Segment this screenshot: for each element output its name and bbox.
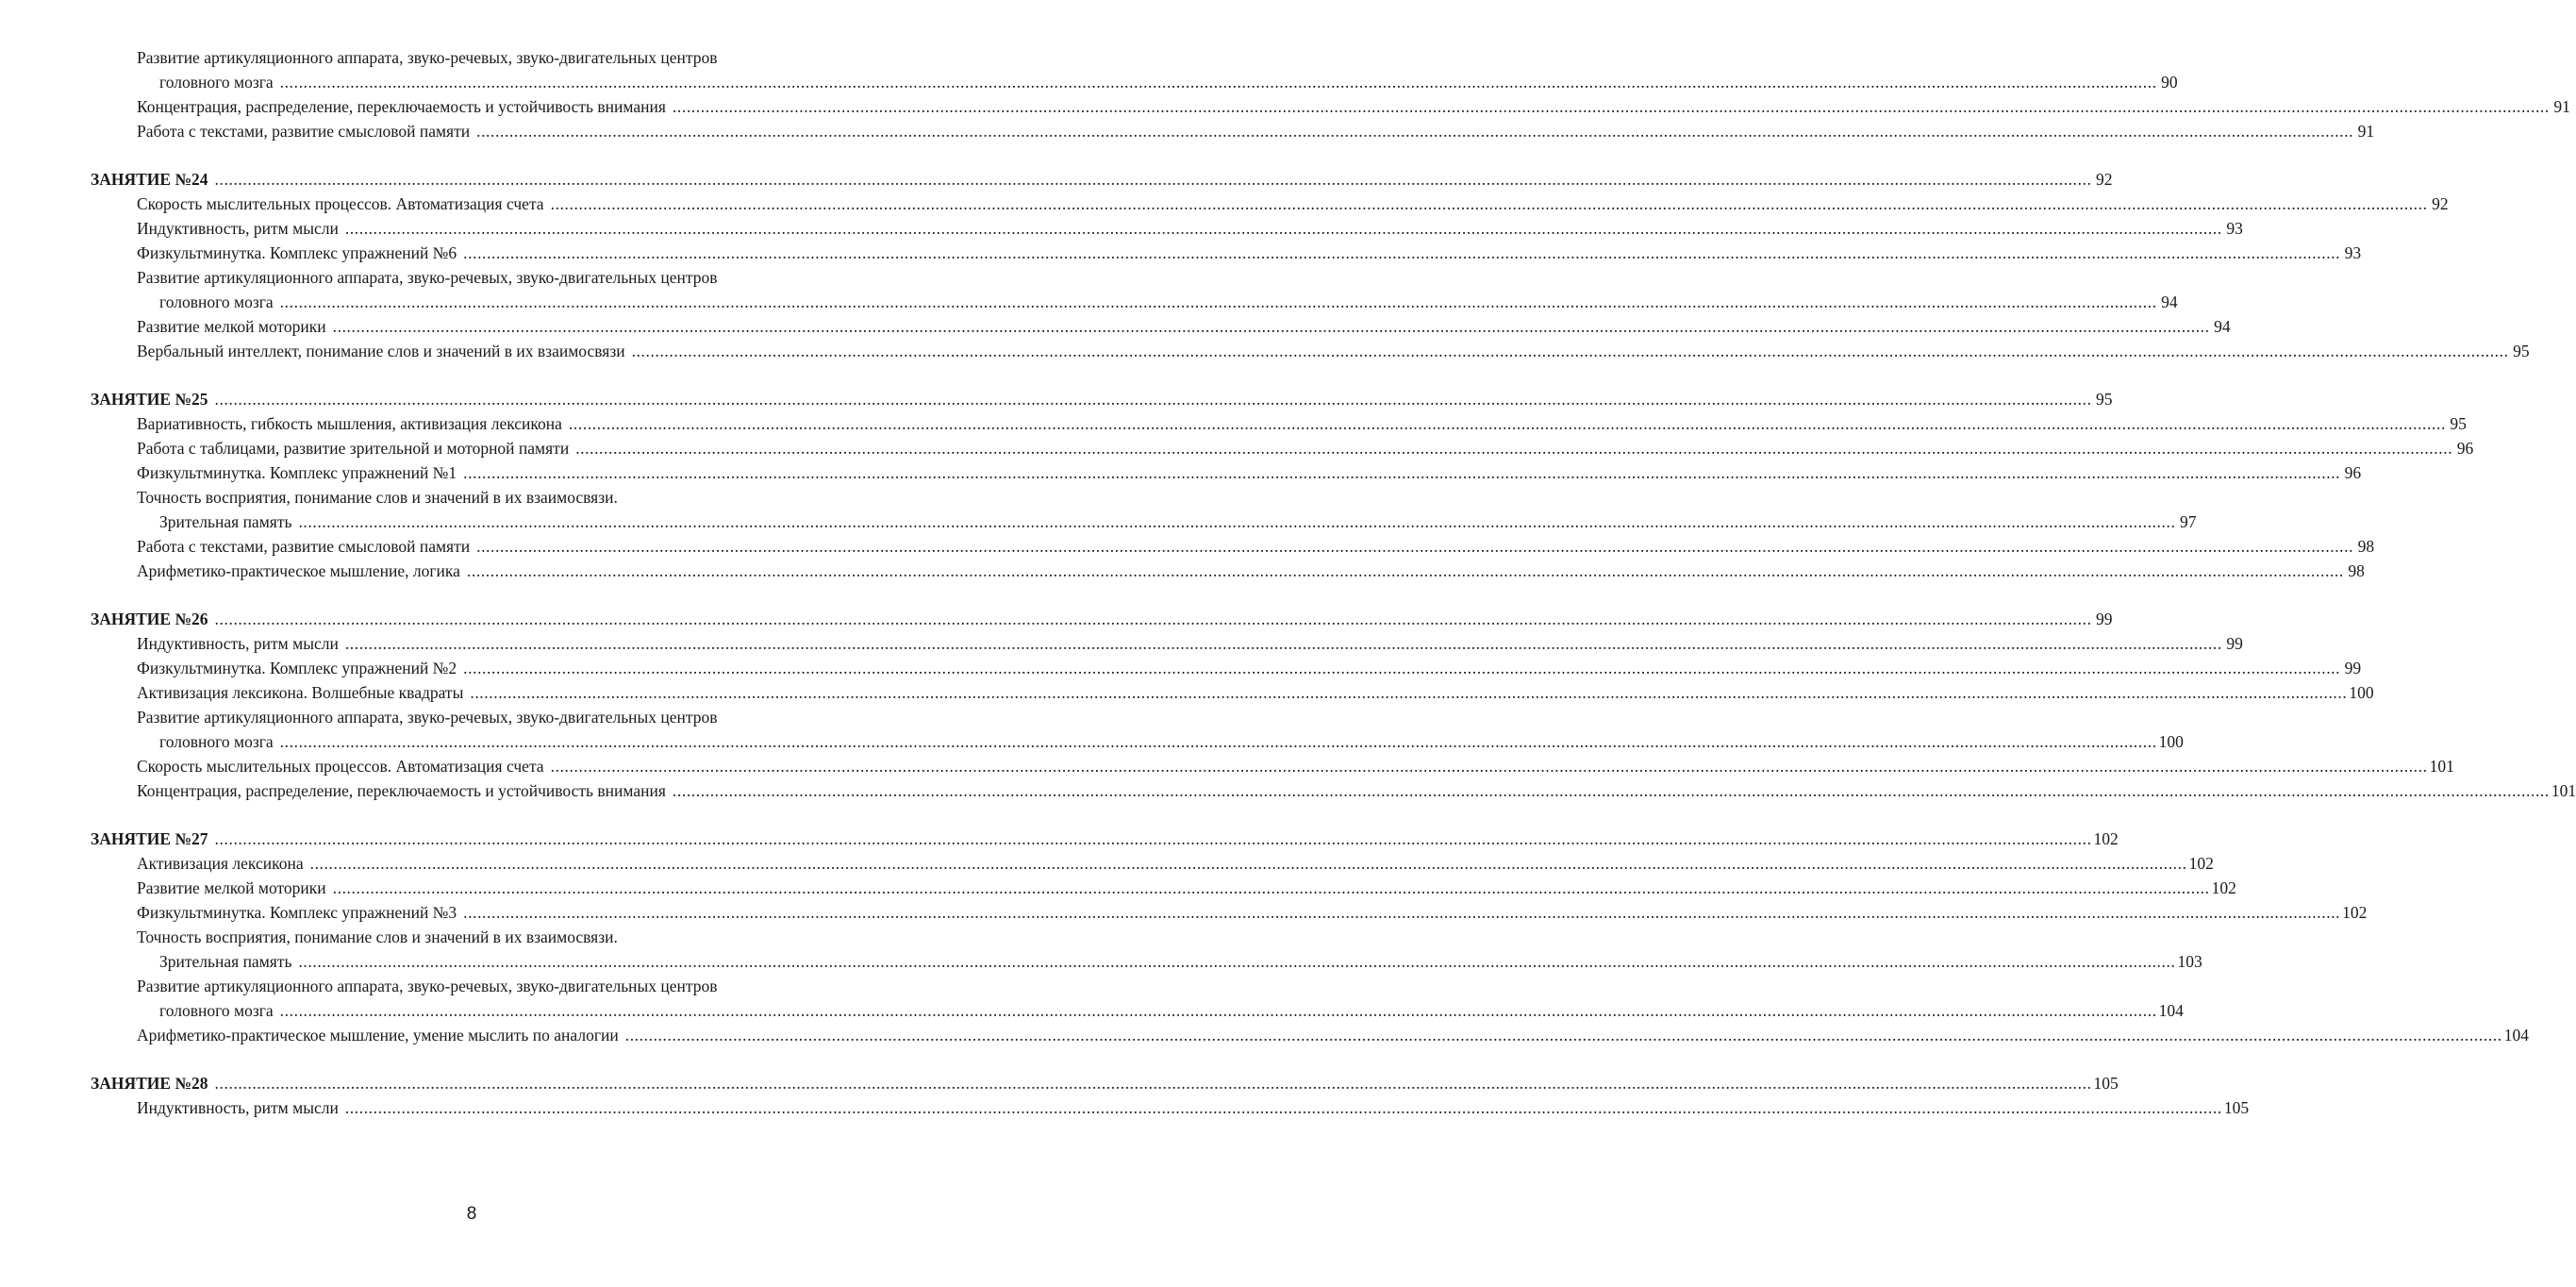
toc-item xyxy=(0,339,2530,363)
dot-leader: ................................................................................................................................................................................................................................................................................................................................................................................................................ xyxy=(463,903,2341,922)
toc-entry-line xyxy=(137,241,2362,265)
dot-leader: ................................................................................................................................................................................................................................................................................................................................................................................................................ xyxy=(214,390,2092,409)
toc-entry-text: Активизация лексикона. Волшебные квадраты xyxy=(137,683,464,702)
dot-leader: ................................................................................................................................................................................................................................................................................................................................................................................................................ xyxy=(470,683,2348,702)
toc-entry-text: Индуктивность, ритм мысли xyxy=(137,1098,339,1117)
toc-page-number: 99 xyxy=(2226,634,2243,653)
dot-leader: ................................................................................................................................................................................................................................................................................................................................................................................................................ xyxy=(344,634,2222,653)
dot-leader: ................................................................................................................................................................................................................................................................................................................................................................................................................ xyxy=(672,97,2550,116)
lesson-heading xyxy=(0,167,2113,192)
toc-entry-text: головного мозга xyxy=(159,292,274,311)
dot-leader: ................................................................................................................................................................................................................................................................................................................................................................................................................ xyxy=(463,243,2341,262)
toc-item xyxy=(0,241,2362,265)
dot-leader: ................................................................................................................................................................................................................................................................................................................................................................................................................ xyxy=(309,854,2187,873)
toc-page-number: 100 xyxy=(2158,732,2184,751)
toc-entry-line xyxy=(137,1023,2529,1047)
toc-entry-text: Работа с таблицами, развитие зрительной и моторной памяти xyxy=(137,439,570,458)
toc-entry-line xyxy=(137,559,2365,583)
toc-page-number: 91 xyxy=(2553,97,2570,116)
toc-entry-line xyxy=(91,1071,2119,1095)
toc-page-number: 102 xyxy=(2342,903,2368,922)
toc-entry-line xyxy=(137,460,2362,485)
toc-entry-line xyxy=(137,436,2474,460)
dot-leader: ................................................................................................................................................................................................................................................................................................................................................................................................................ xyxy=(672,781,2550,800)
toc-item-continuation xyxy=(0,510,2197,534)
toc-entry-line xyxy=(159,510,2197,534)
toc-entry-line xyxy=(159,949,2202,974)
toc-entry-line xyxy=(91,167,2113,192)
toc-entry-line xyxy=(137,851,2214,876)
toc-page-number: 102 xyxy=(2093,829,2119,848)
toc-page-number: 91 xyxy=(2357,122,2375,141)
dot-leader: ................................................................................................................................................................................................................................................................................................................................................................................................................ xyxy=(279,732,2157,751)
toc-page-number: 95 xyxy=(2513,342,2530,360)
toc-entry-text: Вербальный интеллект, понимание слов и значений в их взаимосвязи xyxy=(137,342,625,360)
toc-entry-line xyxy=(91,607,2113,631)
toc-page-number: 95 xyxy=(2096,390,2113,409)
dot-leader: ................................................................................................................................................................................................................................................................................................................................................................................................................ xyxy=(214,170,2092,189)
toc-page-number: 95 xyxy=(2450,414,2467,433)
toc-item xyxy=(0,1095,2250,1120)
toc-page-number: 102 xyxy=(2211,878,2236,897)
lesson-heading xyxy=(0,387,2113,411)
dot-leader: ................................................................................................................................................................................................................................................................................................................................................................................................................ xyxy=(214,1074,2092,1093)
toc-entry-line xyxy=(137,216,2243,241)
toc-entry-line xyxy=(137,1095,2250,1120)
toc-item xyxy=(0,754,2454,778)
toc-page-number: 96 xyxy=(2344,463,2362,482)
toc-entry-text: ЗАНЯТИЕ №28 xyxy=(91,1074,208,1093)
toc-entry-text: ЗАНЯТИЕ №25 xyxy=(91,390,208,409)
toc-entry-text: Развитие артикуляционного аппарата, звуко-речевых, звуко-двигательных центров xyxy=(137,48,718,67)
toc-item xyxy=(0,559,2365,583)
toc-item xyxy=(0,900,2368,925)
dot-leader: ................................................................................................................................................................................................................................................................................................................................................................................................................ xyxy=(279,1001,2157,1020)
toc-entry-line xyxy=(137,656,2362,680)
dot-leader: ................................................................................................................................................................................................................................................................................................................................................................................................................ xyxy=(550,757,2428,776)
toc-entry-text: Физкультминутка. Комплекс упражнений №1 xyxy=(137,463,457,482)
toc-page-number: 104 xyxy=(2158,1001,2184,1020)
toc-item xyxy=(0,45,943,70)
toc-entry-line xyxy=(137,314,2231,339)
toc-item xyxy=(0,876,2236,900)
toc-page-number: 104 xyxy=(2503,1026,2529,1045)
toc-page-number: 99 xyxy=(2096,610,2113,628)
toc-entry-line xyxy=(137,411,2467,436)
toc-item xyxy=(0,534,2375,559)
toc-entry-line xyxy=(159,998,2184,1023)
toc-item xyxy=(0,411,2467,436)
dot-leader: ................................................................................................................................................................................................................................................................................................................................................................................................................ xyxy=(550,194,2428,213)
toc-item xyxy=(0,265,943,290)
toc-entry-line xyxy=(91,387,2113,411)
toc-entry-line xyxy=(91,827,2119,851)
toc-entry-text: Развитие артикуляционного аппарата, звуко-речевых, звуко-двигательных центров xyxy=(137,708,718,727)
toc-page-number: 92 xyxy=(2096,170,2113,189)
dot-leader: ................................................................................................................................................................................................................................................................................................................................................................................................................ xyxy=(466,561,2344,580)
toc-item xyxy=(0,778,2576,803)
toc-page-number: 97 xyxy=(2179,512,2197,531)
toc-item-continuation xyxy=(0,949,2202,974)
toc-page-number: 102 xyxy=(2188,854,2214,873)
toc-item xyxy=(0,216,2243,241)
toc-item xyxy=(0,460,2362,485)
dot-leader: ................................................................................................................................................................................................................................................................................................................................................................................................................ xyxy=(575,439,2453,458)
toc-page-number: 94 xyxy=(2214,317,2231,336)
toc-entry-line xyxy=(137,900,2368,925)
toc-entry-text: головного мозга xyxy=(159,73,274,92)
toc-item xyxy=(0,1023,2529,1047)
toc-page-number: 99 xyxy=(2344,659,2362,677)
toc-entry-line xyxy=(159,729,2184,754)
toc-entry-text: Арифметико-практическое мышление, умение мыслить по аналогии xyxy=(137,1026,619,1045)
toc-item-continuation xyxy=(0,729,2184,754)
toc-entry-line xyxy=(137,876,2236,900)
dot-leader: ................................................................................................................................................................................................................................................................................................................................................................................................................ xyxy=(214,829,2092,848)
toc-entry-text: Развитие мелкой моторики xyxy=(137,878,326,897)
toc-entry-line xyxy=(137,680,2374,705)
dot-leader: ................................................................................................................................................................................................................................................................................................................................................................................................................ xyxy=(344,1098,2222,1117)
toc-item xyxy=(0,705,943,729)
toc-item xyxy=(0,119,2375,143)
dot-leader: ................................................................................................................................................................................................................................................................................................................................................................................................................ xyxy=(344,219,2222,238)
lesson-heading xyxy=(0,1071,2119,1095)
toc-entry-line xyxy=(137,534,2375,559)
toc-entry-text: Активизация лексикона xyxy=(137,854,304,873)
toc-item-continuation xyxy=(0,290,2178,314)
toc-page-number: 101 xyxy=(2551,781,2576,800)
toc-entry-line xyxy=(137,339,2530,363)
toc-page-number: 103 xyxy=(2177,952,2202,971)
toc-entry-text: Точность восприятия, понимание слов и значений в их взаимосвязи. xyxy=(137,928,618,946)
toc-entry-text: Физкультминутка. Комплекс упражнений №3 xyxy=(137,903,457,922)
toc-item-continuation xyxy=(0,998,2184,1023)
toc-entry-text: Скорость мыслительных процессов. Автоматизация счета xyxy=(137,757,544,776)
dot-leader: ................................................................................................................................................................................................................................................................................................................................................................................................................ xyxy=(568,414,2446,433)
toc-item xyxy=(0,974,943,998)
toc-entry-text: Концентрация, распределение, переключаемость и устойчивость внимания xyxy=(137,781,666,800)
page-number: 8 xyxy=(466,1204,477,1224)
toc-entry-text: Зрительная память xyxy=(159,512,292,531)
toc-page-number: 96 xyxy=(2456,439,2474,458)
toc-entry-text: Точность восприятия, понимание слов и значений в их взаимосвязи. xyxy=(137,488,618,507)
toc-item xyxy=(0,94,2570,119)
toc-item xyxy=(0,925,943,949)
toc-page-number: 98 xyxy=(2348,561,2365,580)
dot-leader: ................................................................................................................................................................................................................................................................................................................................................................................................................ xyxy=(463,659,2341,677)
toc-entry-text: ЗАНЯТИЕ №27 xyxy=(91,829,208,848)
toc-page-number: 92 xyxy=(2432,194,2449,213)
dot-leader: ................................................................................................................................................................................................................................................................................................................................................................................................................ xyxy=(476,537,2354,556)
dot-leader: ................................................................................................................................................................................................................................................................................................................................................................................................................ xyxy=(298,952,2176,971)
toc-entry-line xyxy=(159,70,2178,94)
dot-leader: ................................................................................................................................................................................................................................................................................................................................................................................................................ xyxy=(332,317,2210,336)
toc-entry-text: ЗАНЯТИЕ №26 xyxy=(91,610,208,628)
toc-page-number: 105 xyxy=(2223,1098,2250,1117)
toc-entry-text: Вариативность, гибкость мышления, активизация лексикона xyxy=(137,414,562,433)
toc-entry-text: Индуктивность, ритм мысли xyxy=(137,219,339,238)
dot-leader: ................................................................................................................................................................................................................................................................................................................................................................................................................ xyxy=(279,292,2157,311)
toc-entry-text: Физкультминутка. Комплекс упражнений №6 xyxy=(137,243,457,262)
toc-page-number: 94 xyxy=(2161,292,2178,311)
toc-entry-text: Скорость мыслительных процессов. Автоматизация счета xyxy=(137,194,544,213)
toc-entry-text: ЗАНЯТИЕ №24 xyxy=(91,170,208,189)
toc-entry-text: Индуктивность, ритм мысли xyxy=(137,634,339,653)
dot-leader: ................................................................................................................................................................................................................................................................................................................................................................................................................ xyxy=(332,878,2210,897)
toc-page-number: 93 xyxy=(2344,243,2362,262)
toc-page-number: 105 xyxy=(2093,1074,2119,1093)
toc-entry-text: головного мозга xyxy=(159,1001,274,1020)
dot-leader: ................................................................................................................................................................................................................................................................................................................................................................................................................ xyxy=(624,1026,2502,1045)
toc-entry-text: Работа с текстами, развитие смысловой памяти xyxy=(137,537,471,556)
toc-item xyxy=(0,656,2362,680)
toc-entry-text: Зрительная память xyxy=(159,952,292,971)
toc-entry-line xyxy=(159,290,2178,314)
toc-item xyxy=(0,436,2474,460)
toc-item xyxy=(0,851,2214,876)
toc-item xyxy=(0,314,2231,339)
toc-entry-text: Физкультминутка. Комплекс упражнений №2 xyxy=(137,659,457,677)
toc-entry-text: Развитие артикуляционного аппарата, звуко-речевых, звуко-двигательных центров xyxy=(137,268,718,287)
toc-page-number: 101 xyxy=(2429,757,2454,776)
toc-item-continuation xyxy=(0,70,2178,94)
dot-leader: ................................................................................................................................................................................................................................................................................................................................................................................................................ xyxy=(463,463,2341,482)
toc-entry-line xyxy=(137,631,2243,656)
toc-entry-line xyxy=(137,778,2576,803)
lesson-heading xyxy=(0,607,2113,631)
dot-leader: ................................................................................................................................................................................................................................................................................................................................................................................................................ xyxy=(279,73,2157,92)
toc-entry-text: Концентрация, распределение, переключаемость и устойчивость внимания xyxy=(137,97,666,116)
lesson-heading xyxy=(0,827,2119,851)
table-of-contents xyxy=(0,45,2576,1120)
toc-entry-text: головного мозга xyxy=(159,732,274,751)
toc-entry-text: Развитие артикуляционного аппарата, звуко-речевых, звуко-двигательных центров xyxy=(137,977,718,995)
toc-entry-text: Работа с текстами, развитие смысловой памяти xyxy=(137,122,471,141)
dot-leader: ................................................................................................................................................................................................................................................................................................................................................................................................................ xyxy=(631,342,2509,360)
toc-page-number: 98 xyxy=(2357,537,2375,556)
toc-entry-line xyxy=(137,192,2449,216)
toc-page-number: 93 xyxy=(2226,219,2243,238)
toc-page-number: 90 xyxy=(2161,73,2178,92)
toc-page-number: 100 xyxy=(2349,683,2374,702)
dot-leader: ................................................................................................................................................................................................................................................................................................................................................................................................................ xyxy=(298,512,2176,531)
toc-entry-text: Арифметико-практическое мышление, логика xyxy=(137,561,460,580)
toc-entry-line xyxy=(137,94,2570,119)
toc-entry-line xyxy=(137,119,2375,143)
dot-leader: ................................................................................................................................................................................................................................................................................................................................................................................................................ xyxy=(476,122,2354,141)
toc-item xyxy=(0,192,2449,216)
toc-entry-line xyxy=(137,754,2454,778)
toc-item xyxy=(0,680,2374,705)
toc-entry-text: Развитие мелкой моторики xyxy=(137,317,326,336)
dot-leader: ................................................................................................................................................................................................................................................................................................................................................................................................................ xyxy=(214,610,2092,628)
toc-item xyxy=(0,631,2243,656)
toc-item xyxy=(0,485,943,510)
